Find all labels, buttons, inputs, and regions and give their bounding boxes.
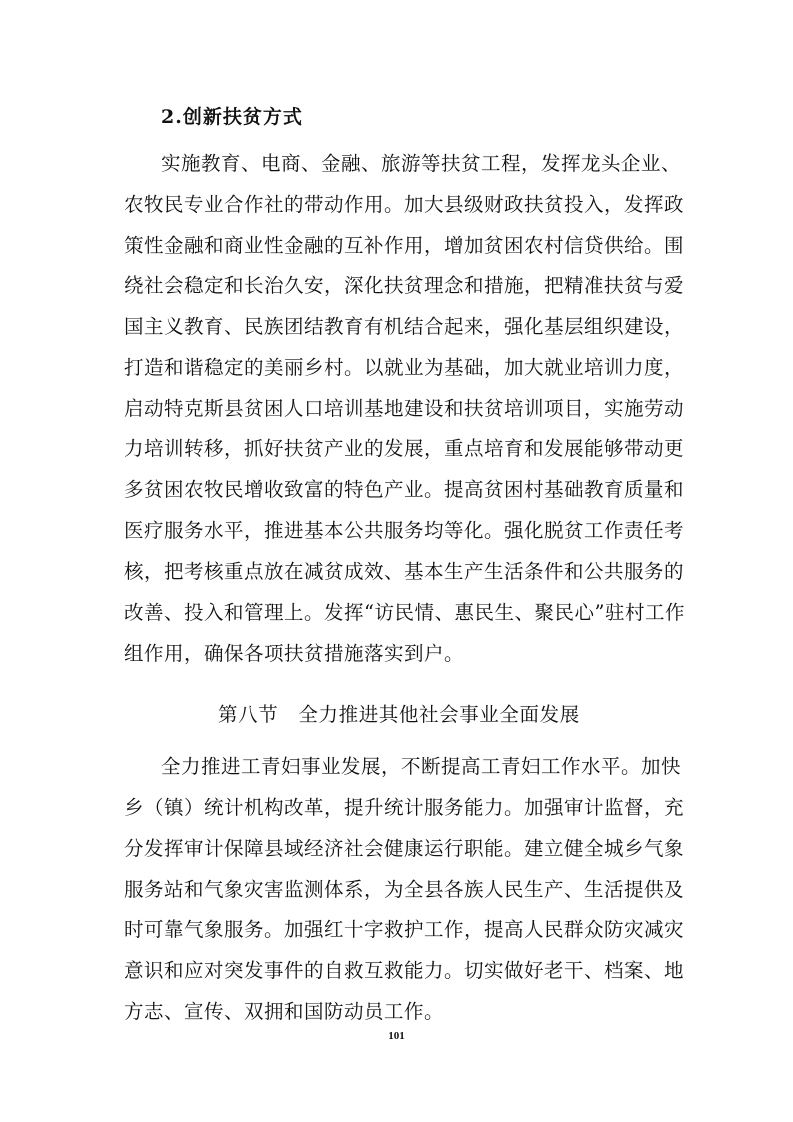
paragraph-line: 时可靠气象服务。加强红十字救护工作，提高人民群众防灾减灾 bbox=[124, 918, 685, 941]
page-number: 101 bbox=[388, 1030, 405, 1042]
paragraph-line: 策性金融和商业性金融的互补作用，增加贫困农村信贷供给。围 bbox=[124, 234, 685, 257]
subsection-heading: 2.创新扶贫方式 bbox=[161, 106, 303, 128]
paragraph-line: 实施教育、电商、金融、旅游等扶贫工程，发挥龙头企业、 bbox=[161, 152, 682, 175]
paragraph-line: 服务站和气象灾害监测体系，为全县各族人民生产、生活提供及 bbox=[124, 878, 685, 901]
paragraph-line: 国主义教育、民族团结教育有机结合起来，强化基层组织建设， bbox=[124, 315, 685, 338]
paragraph-line: 改善、投入和管理上。发挥“访民情、惠民生、聚民心”驻村工作 bbox=[124, 601, 685, 624]
paragraph-line: 多贫困农牧民增收致富的特色产业。提高贫困村基础教育质量和 bbox=[124, 478, 685, 501]
paragraph-line: 打造和谐稳定的美丽乡村。以就业为基础，加大就业培训力度， bbox=[124, 356, 685, 379]
paragraph-line: 全力推进工青妇事业发展，不断提高工青妇工作水平。加快 bbox=[161, 755, 682, 778]
paragraph-line: 分发挥审计保障县域经济社会健康运行职能。建立健全城乡气象 bbox=[124, 837, 685, 860]
paragraph-line: 组作用，确保各项扶贫措施落实到户。 bbox=[124, 642, 465, 665]
paragraph-line: 意识和应对突发事件的自救互救能力。切实做好老干、档案、地 bbox=[124, 959, 685, 982]
paragraph-line: 力培训转移，抓好扶贫产业的发展，重点培育和发展能够带动更 bbox=[124, 437, 685, 460]
section-title: 第八节 全力推进其他社会事业全面发展 bbox=[218, 703, 580, 726]
paragraph-line: 绕社会稳定和长治久安，深化扶贫理念和措施，把精准扶贫与爱 bbox=[124, 274, 685, 297]
paragraph-line: 医疗服务水平，推进基本公共服务均等化。强化脱贫工作责任考 bbox=[124, 519, 685, 542]
paragraph-line: 乡（镇）统计机构改革，提升统计服务能力。加强审计监督，充 bbox=[124, 796, 685, 819]
paragraph-line: 核，把考核重点放在减贫成效、基本生产生活条件和公共服务的 bbox=[124, 560, 685, 583]
paragraph-line: 启动特克斯县贫困人口培训基地建设和扶贫培训项目，实施劳动 bbox=[124, 397, 685, 420]
paragraph-line: 方志、宣传、双拥和国防动员工作。 bbox=[124, 1000, 445, 1023]
paragraph-line: 农牧民专业合作社的带动作用。加大县级财政扶贫投入，发挥政 bbox=[124, 193, 685, 216]
